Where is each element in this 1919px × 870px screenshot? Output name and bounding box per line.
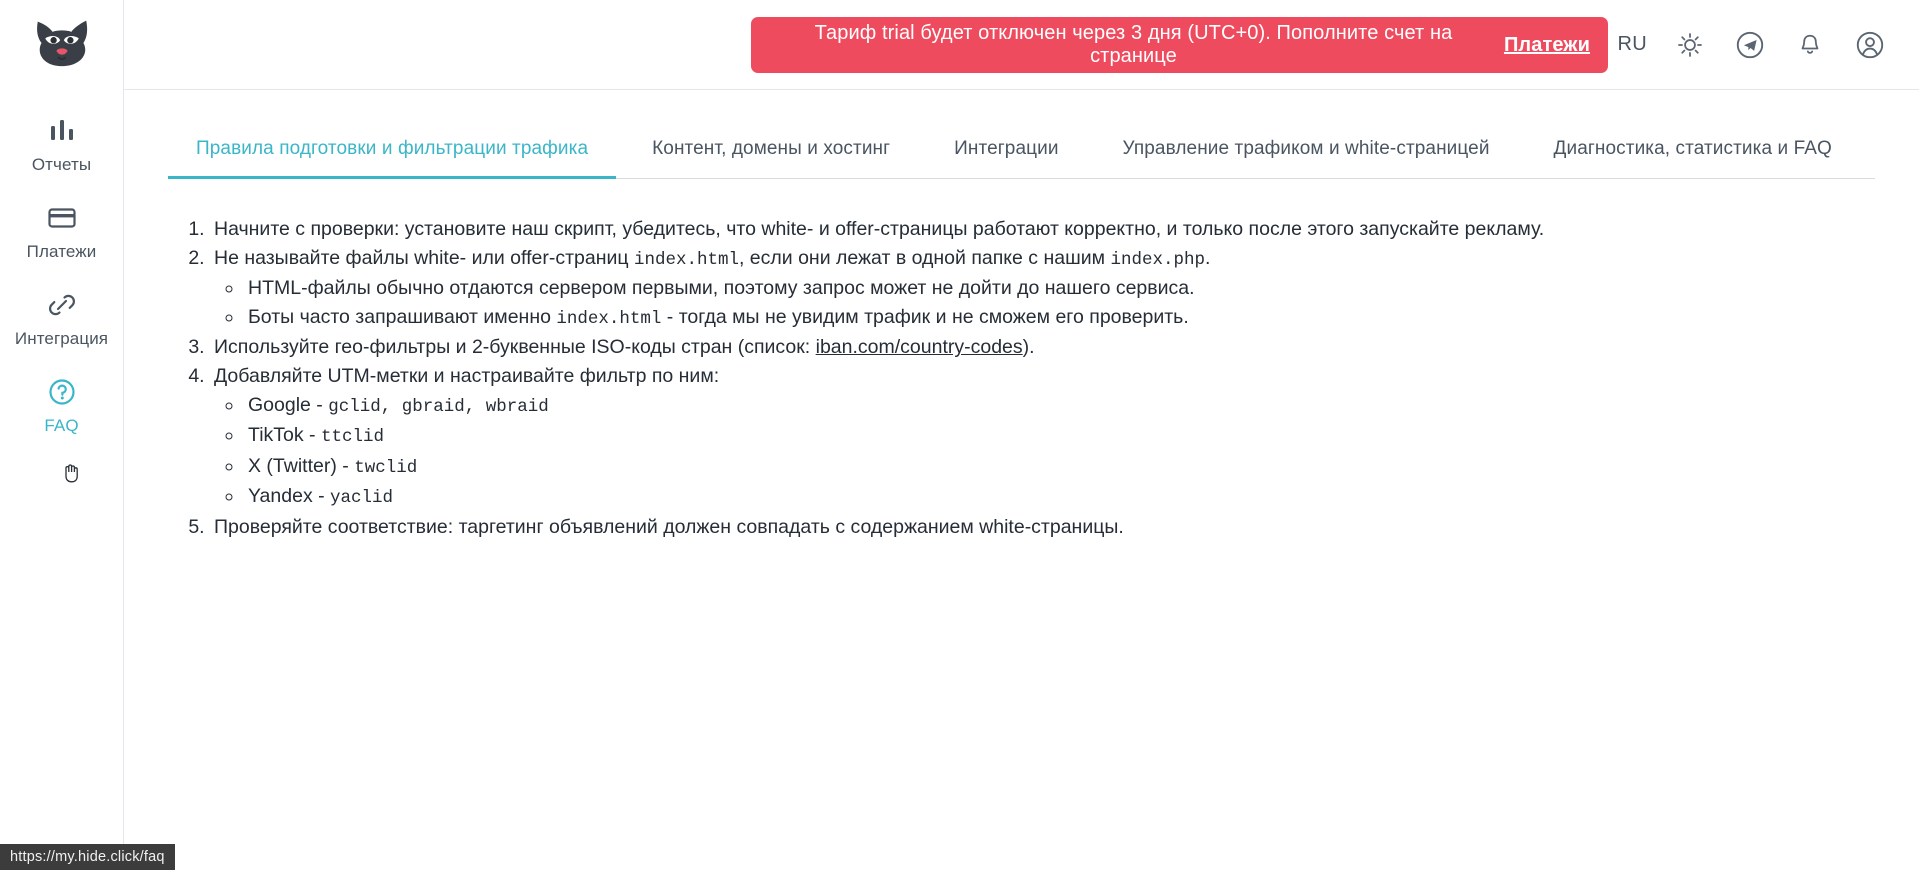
rule-2-sub-1: HTML-файлы обычно отдаются сервером первыми, поэтому запрос может не дойти до нашего сервиса. (248, 277, 1195, 300)
tab-integrations[interactable]: Интеграции (954, 138, 1059, 159)
utm-google-label: Google (248, 393, 311, 416)
bar-chart-icon (45, 114, 79, 148)
sun-icon[interactable] (1673, 28, 1707, 62)
list-item (210, 513, 1875, 542)
utm-x-code: twclid (354, 457, 418, 478)
rule-3-text-b: ). (1022, 336, 1035, 359)
payments-link[interactable]: Платежи (1503, 33, 1590, 56)
rule-4-text: Добавляйте UTM-метки и настраивайте фильтр по ним: (214, 364, 720, 387)
status-bar-url (0, 844, 175, 870)
user-circle-icon[interactable] (1853, 28, 1887, 62)
rule-3-text-a: Используйте гео-фильтры и 2-буквенные ISO-коды стран (список: (214, 336, 816, 359)
sidebar-item-label: FAQ (44, 416, 79, 435)
list-item (244, 274, 1875, 303)
question-circle-icon (45, 375, 79, 409)
trial-alert-banner (751, 17, 1608, 73)
sidebar-item-reports[interactable] (0, 100, 124, 187)
rule-2-sub-2-a: Боты часто запрашивают именно (248, 305, 557, 328)
rule-5-text: Проверяйте соответствие: таргетинг объявлений должен совпадать с содержанием white-страницы. (214, 515, 1124, 538)
raccoon-logo[interactable] (29, 12, 95, 74)
language-switcher[interactable]: RU (1617, 33, 1647, 55)
list-item (210, 333, 1875, 362)
rule-2-text-b: , если они лежат в одной папке с нашим (738, 246, 1111, 269)
faq-rules-list (168, 215, 1875, 542)
utm-google-code: gclid, gbraid, wbraid (328, 396, 549, 417)
list-item: ◦ Google - gclid, gbraid, wbraid (244, 391, 1875, 422)
faq-tabs (168, 124, 1875, 179)
list-item: ◦ TikTok - ttclid (244, 421, 1875, 452)
rule-2-text-c: . (1204, 246, 1211, 269)
card-icon (45, 201, 79, 235)
telegram-icon[interactable] (1733, 28, 1767, 62)
faq-content (124, 90, 1919, 870)
rule-2-sub-2-code: index.html (556, 308, 662, 329)
list-item (210, 362, 1875, 513)
list-item (210, 215, 1875, 244)
utm-yandex-label: Yandex (248, 485, 313, 508)
rule-2-text-a: Не называйте файлы white- или offer-страниц (214, 246, 634, 269)
bell-icon[interactable] (1793, 28, 1827, 62)
list-item: ◦ X (Twitter) - twclid (244, 452, 1875, 483)
list-item: ◦ Yandex - yaclid (244, 482, 1875, 513)
tab-traffic-management[interactable]: Управление трафиком и white-страницей (1122, 138, 1490, 159)
utm-tiktok-label: TikTok (248, 424, 304, 447)
sidebar-item-label: Отчеты (31, 155, 92, 174)
status-bar-url-text: https://my.hide.click/faq (10, 849, 165, 865)
rule-4-sublist (214, 391, 1875, 513)
main-column (124, 0, 1919, 870)
rule-2-code-1: index.html (633, 249, 739, 270)
list-item (244, 303, 1875, 334)
sidebar-item-integration[interactable] (0, 274, 124, 361)
sidebar-item-faq[interactable] (0, 361, 124, 448)
rule-1-text: Начните с проверки: установите наш скрипт, убедитесь, что white- и offer-страницы работают корректно, и только после этого запускайте рекламу. (214, 218, 1545, 240)
trial-alert-text: Тариф trial будет отключен через 3 дня (UTC+0). Пополните счет на странице (814, 22, 1453, 67)
sidebar-item-label: Интеграция (14, 329, 109, 348)
sidebar (0, 0, 124, 870)
sidebar-item-payments[interactable] (0, 187, 124, 274)
country-codes-link[interactable]: iban.com/country-codes (815, 336, 1023, 359)
utm-tiktok-code: ttclid (320, 427, 384, 448)
sidebar-item-label: Платежи (26, 242, 97, 261)
utm-yandex-code: yaclid (330, 488, 394, 509)
rule-2-sub-2-b: - тогда мы не увидим трафик и не сможем его проверить. (661, 305, 1189, 328)
link-icon (45, 288, 79, 322)
list-item (210, 244, 1875, 334)
topbar (124, 0, 1919, 90)
tab-content-domains-hosting[interactable]: Контент, домены и хостинг (652, 138, 891, 159)
tab-diagnostics-stats-faq[interactable]: Диагностика, статистика и FAQ (1553, 138, 1832, 159)
utm-x-label: X (Twitter) (248, 454, 337, 477)
rule-2-code-2: index.php (1110, 249, 1205, 270)
rule-2-sublist (214, 274, 1875, 333)
tab-rules[interactable]: Правила подготовки и фильтрации трафика (168, 124, 616, 179)
